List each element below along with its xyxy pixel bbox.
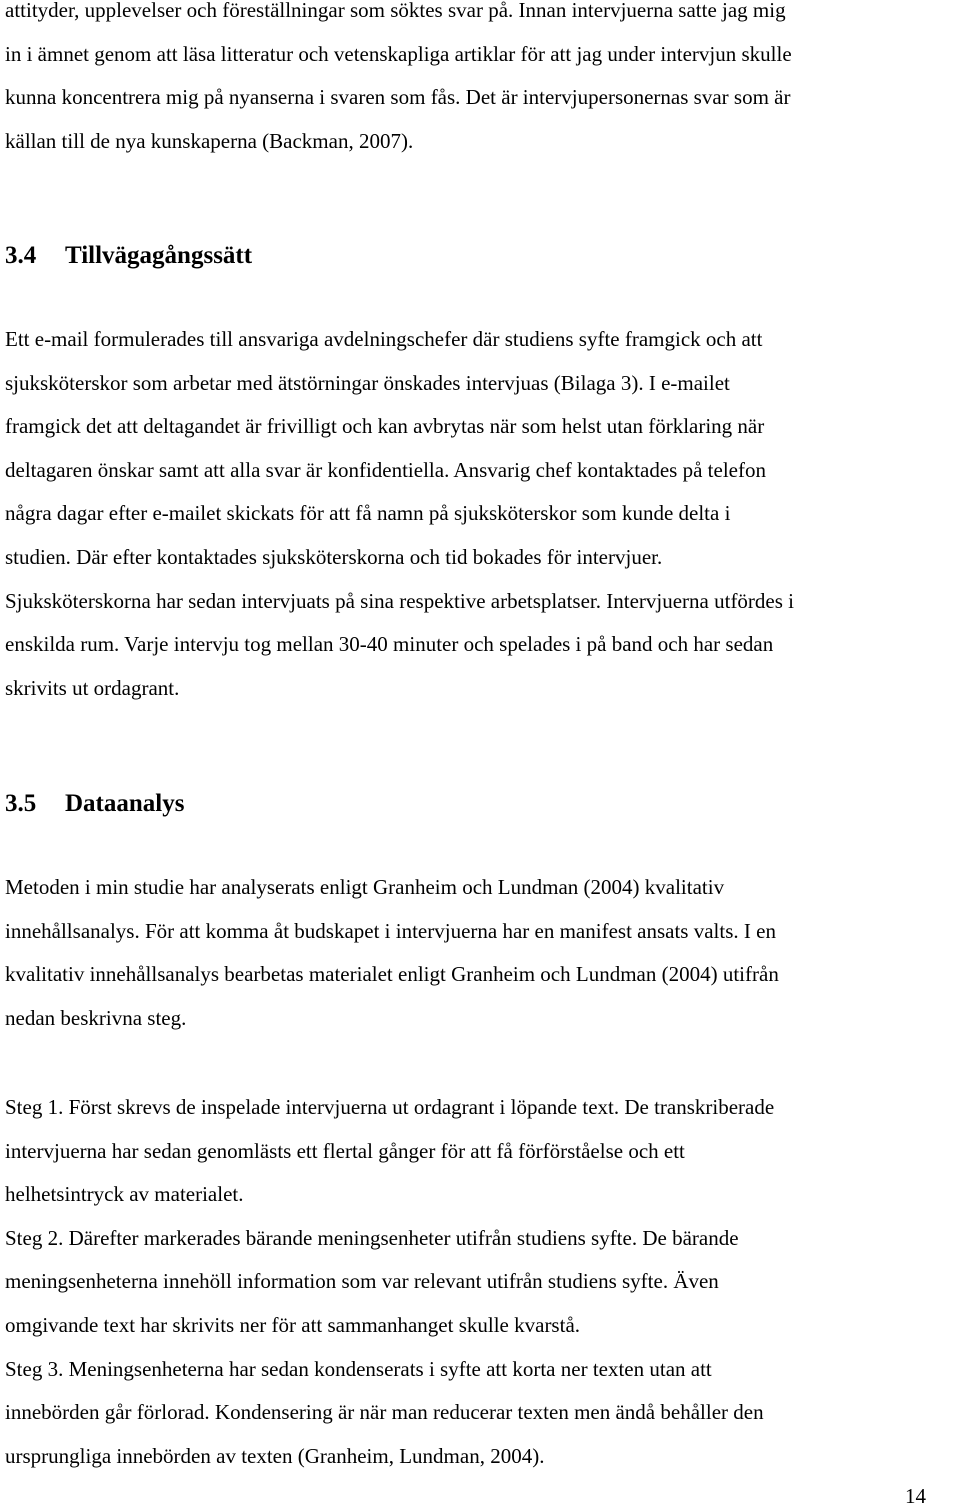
text-line: Ett e-mail formulerades till ansvariga avdelningschefer där studiens syfte framgick och att [5,327,763,351]
text-line: enskilda rum. Varje intervju tog mellan 30-40 minuter och spelades i på band och har sedan [5,632,774,657]
step-line: meningsenheterna innehöll information som var relevant utifrån studiens syfte. Även [5,1269,719,1294]
section-number: 3.4 [5,242,37,269]
step-line: intervjuerna har sedan genomlästs ett flertal gånger för att få förförståelse och ett [5,1138,685,1163]
step-line: innebörden går förlorad. Kondensering är när man reducerar texten men ändå behåller den [5,1400,764,1425]
text-line: deltagaren önskar samt att alla svar är konfidentiella. Ansvarig chef kontaktades på telefon [5,457,766,482]
text-line: innehållsanalys. För att komma åt budskapet i intervjuerna har en manifest ansats valts. I en [5,918,776,943]
text-line: nedan beskrivna steg. [5,1005,187,1030]
text-line: några dagar efter e-mailet skickats för att få namn på sjuksköterskor som kunde delta i [5,501,731,526]
page-number: 14 [905,1484,926,1508]
step-line: helhetsintryck av materialet. [5,1182,244,1207]
section-title: Dataanalys [65,790,185,817]
intro-paragraph [5,0,960,163]
step-line: Steg 2. Därefter markerades bärande meningsenheter utifrån studiens syfte. De bärande [5,1225,739,1250]
section-heading-3-4 [5,242,252,270]
analysis-steps [5,1086,960,1478]
text-line: källan till de nya kunskaperna (Backman, 2007). [5,128,414,153]
text-line: sjuksköterskor som arbetar med ätstörningar önskades intervjuas (Bilaga 3). I e-mailet [5,370,730,395]
step-line: ursprungliga innebörden av texten (Granheim, Lundman, 2004). [5,1443,545,1468]
text-line: kunna koncentrera mig på nyanserna i svaren som fås. Det är intervjupersonernas svar som är [5,85,791,110]
text-line: skrivits ut ordagrant. [5,675,180,700]
text-line: attityder, upplevelser och föreställningar som söktes svar på. Innan intervjuerna satte jag mig [5,0,786,22]
step-line: Steg 3. Meningsenheterna har sedan kondenserats i syfte att korta ner texten utan att [5,1356,712,1381]
step-line: omgivande text har skrivits ner för att sammanhanget skulle kvarstå. [5,1312,581,1337]
text-line: kvalitativ innehållsanalys bearbetas materialet enligt Granheim och Lundman (2004) utifrån [5,962,779,987]
step-line: Steg 1. Först skrevs de inspelade intervjuerna ut ordagrant i löpande text. De transkriberade [5,1095,775,1119]
text-line: studien. Där efter kontaktades sjuksköterskorna och tid bokades för intervjuer. [5,544,663,569]
text-line: framgick det att deltagandet är frivilligt och kan avbrytas när som helst utan förklaring när [5,414,765,439]
analysis-paragraph [5,866,960,1040]
text-line: Metoden i min studie har analyserats enligt Granheim och Lundman (2004) kvalitativ [5,875,725,899]
text-line: in i ämnet genom att läsa litteratur och vetenskapliga artiklar för att jag under intervjun skulle [5,41,792,66]
section-title: Tillvägagångssätt [65,242,253,269]
procedure-paragraph [5,318,960,710]
section-number: 3.5 [5,790,37,817]
section-heading-3-5 [5,790,184,818]
text-line: Sjuksköterskorna har sedan intervjuats på sina respektive arbetsplatser. Intervjuerna utfördes i [5,588,795,613]
